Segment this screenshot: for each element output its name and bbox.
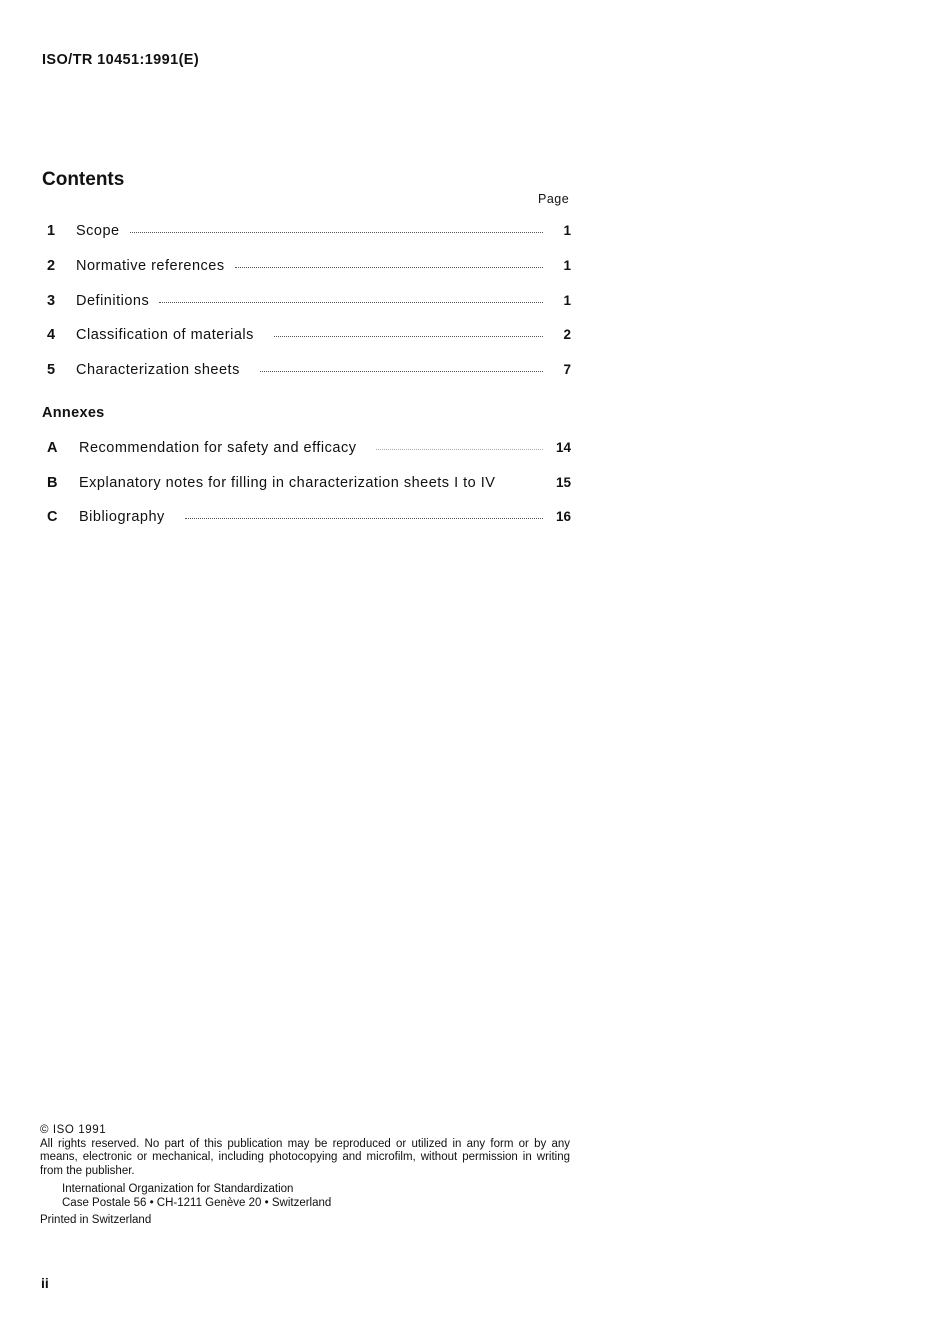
toc-annex-page: 16	[555, 509, 571, 524]
dot-leader	[185, 517, 543, 519]
toc-annex-label: Explanatory notes for filling in characterization sheets I to IV	[79, 475, 496, 491]
toc-entry-page: 1	[563, 223, 571, 238]
publisher-address	[40, 1182, 570, 1210]
dot-leader	[159, 301, 543, 303]
toc-entry-scope[interactable]	[42, 223, 571, 245]
toc-entry-number: 2	[47, 258, 56, 274]
copyright-notice: © ISO 1991	[40, 1124, 107, 1136]
dot-leader	[274, 335, 543, 337]
toc-entry-label: Scope	[76, 223, 120, 239]
toc-annex-page: 15	[555, 475, 571, 490]
toc-annex-c[interactable]	[42, 509, 571, 531]
toc-annex-b[interactable]	[42, 475, 571, 497]
page-number: ii	[41, 1275, 49, 1291]
dot-leader	[130, 231, 543, 233]
toc-entry-label: Definitions	[76, 293, 150, 309]
toc-entry-characterization-sheets[interactable]	[42, 362, 571, 384]
dot-leader	[376, 448, 543, 450]
dot-leader	[260, 370, 543, 372]
rights-reserved-text: All rights reserved. No part of this publication may be reproduced or utilized in any form or by any means, electronic or mechanical, including photocopying and microfilm, without permission in writing from the publisher.	[40, 1137, 570, 1177]
toc-entry-page: 1	[563, 293, 571, 308]
toc-entry-classification[interactable]	[42, 327, 571, 349]
toc-entry-number: 3	[47, 293, 56, 309]
dot-leader	[235, 266, 543, 268]
page-column-label: Page	[538, 192, 570, 206]
publisher-postal-address: Case Postale 56 • CH-1211 Genève 20 • Switzerland	[62, 1197, 332, 1209]
toc-annex-letter: B	[47, 475, 58, 491]
toc-entry-label: Characterization sheets	[76, 362, 240, 378]
annexes-heading: Annexes	[42, 405, 105, 421]
toc-annex-label: Bibliography	[79, 509, 165, 525]
copyright-block	[40, 1124, 570, 1228]
document-code: ISO/TR 10451:1991(E)	[42, 52, 200, 68]
toc-entry-number: 5	[47, 362, 56, 378]
publisher-name: International Organization for Standardization	[62, 1183, 294, 1195]
toc-entry-page: 7	[563, 362, 571, 377]
toc-entry-number: 1	[47, 223, 56, 239]
toc-entry-page: 1	[563, 258, 571, 273]
toc-entry-label: Normative references	[76, 258, 225, 274]
toc-entry-normative-references[interactable]	[42, 258, 571, 280]
contents-title: Contents	[42, 169, 125, 190]
toc-entry-definitions[interactable]	[42, 293, 571, 315]
toc-entry-label: Classification of materials	[76, 327, 254, 343]
toc-annex-letter: A	[47, 440, 58, 456]
toc-entry-number: 4	[47, 327, 56, 343]
toc-annex-page: 14	[555, 440, 571, 455]
toc-annex-label: Recommendation for safety and efficacy	[79, 440, 357, 456]
toc-annex-a[interactable]	[42, 440, 571, 462]
printed-in: Printed in Switzerland	[40, 1214, 152, 1226]
toc-annex-letter: C	[47, 509, 58, 525]
toc-entry-page: 2	[563, 327, 571, 342]
